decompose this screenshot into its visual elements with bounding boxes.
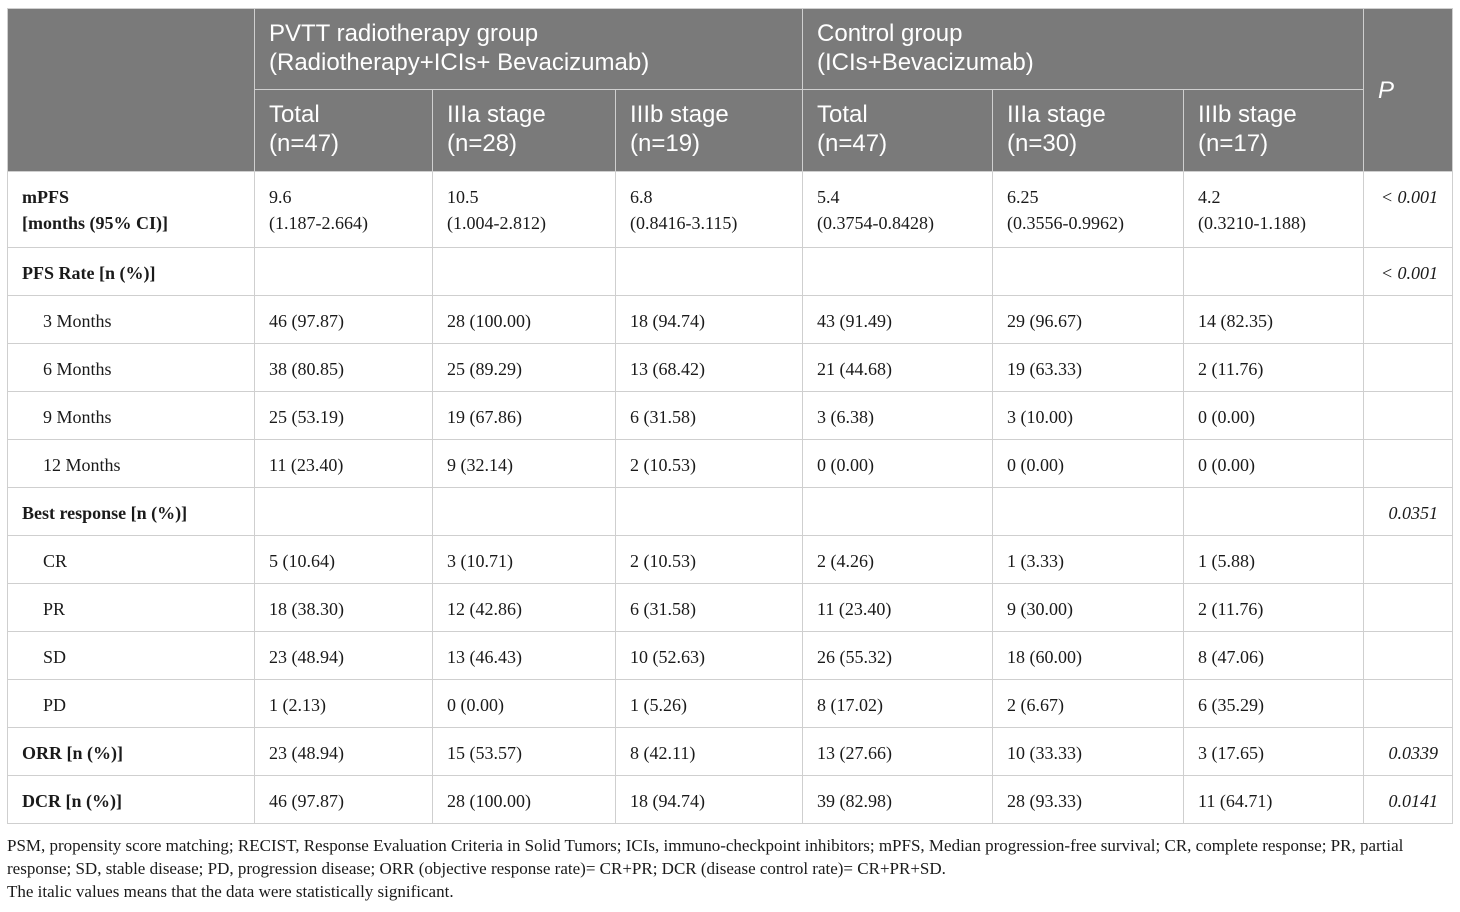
table-cell: 18 (94.74) xyxy=(616,776,803,824)
table-cell: 2 (11.76) xyxy=(1184,344,1364,392)
table-cell: 6.25 (0.3556-0.9962) xyxy=(993,172,1184,248)
table-cell: 23 (48.94) xyxy=(255,632,433,680)
table-row xyxy=(8,488,1453,536)
table-cell: 46 (97.87) xyxy=(255,776,433,824)
table-cell: 39 (82.98) xyxy=(803,776,993,824)
table-cell: 3 (6.38) xyxy=(803,392,993,440)
table-row xyxy=(8,584,1453,632)
p-value-cell: < 0.001 xyxy=(1364,248,1453,296)
row-label: PR xyxy=(8,584,255,632)
table-cell: 23 (48.94) xyxy=(255,728,433,776)
row-label: 9 Months xyxy=(8,392,255,440)
table-cell: 4.2 (0.3210-1.188) xyxy=(1184,172,1364,248)
table-cell: 25 (89.29) xyxy=(433,344,616,392)
table-cell xyxy=(803,248,993,296)
group-subtitle: (Radiotherapy+ICIs+ Bevacizumab) xyxy=(269,49,650,76)
header-subcolumn: Total (n=47) xyxy=(803,90,993,172)
table-row xyxy=(8,296,1453,344)
table-cell: 13 (46.43) xyxy=(433,632,616,680)
table-cell: 8 (17.02) xyxy=(803,680,993,728)
header-subcolumn: IIIa stage (n=28) xyxy=(433,90,616,172)
p-value-cell xyxy=(1364,440,1453,488)
row-label: DCR [n (%)] xyxy=(8,776,255,824)
table-cell xyxy=(1184,248,1364,296)
table-cell: 14 (82.35) xyxy=(1184,296,1364,344)
p-value-cell xyxy=(1364,344,1453,392)
table-cell: 8 (47.06) xyxy=(1184,632,1364,680)
p-value-cell: 0.0141 xyxy=(1364,776,1453,824)
table-cell xyxy=(803,488,993,536)
results-table xyxy=(7,8,1453,824)
p-value-cell xyxy=(1364,392,1453,440)
table-cell: 3 (10.00) xyxy=(993,392,1184,440)
table-cell: 18 (94.74) xyxy=(616,296,803,344)
table-row xyxy=(8,248,1453,296)
table-body xyxy=(8,172,1453,824)
table-row xyxy=(8,536,1453,584)
table-cell: 18 (38.30) xyxy=(255,584,433,632)
table-cell xyxy=(1184,488,1364,536)
table-cell: 26 (55.32) xyxy=(803,632,993,680)
table-cell: 10.5 (1.004-2.812) xyxy=(433,172,616,248)
table-cell: 0 (0.00) xyxy=(803,440,993,488)
header-subcolumn: IIIa stage (n=30) xyxy=(993,90,1184,172)
group-title: Control group xyxy=(817,20,963,47)
table-cell: 18 (60.00) xyxy=(993,632,1184,680)
p-value-cell xyxy=(1364,584,1453,632)
row-label: ORR [n (%)] xyxy=(8,728,255,776)
table-cell: 5 (10.64) xyxy=(255,536,433,584)
table-cell xyxy=(433,248,616,296)
table-cell: 19 (63.33) xyxy=(993,344,1184,392)
table-cell: 46 (97.87) xyxy=(255,296,433,344)
header-corner xyxy=(8,9,255,172)
table-cell: 25 (53.19) xyxy=(255,392,433,440)
table-cell: 0 (0.00) xyxy=(433,680,616,728)
group-subtitle: (ICIs+Bevacizumab) xyxy=(817,49,1034,76)
table-cell xyxy=(616,488,803,536)
footnote-abbreviations: PSM, propensity score matching; RECIST, Response Evaluation Criteria in Solid Tumors; ICIs, immuno-checkpoint inhibitors; mPFS, Median progression-free survival; CR, complete response; PR, partial response; SD, stable disease; PD, progression disease; ORR (objective response rate)= CR+PR; DCR (disease control rate)= CR+PR+SD. xyxy=(7,836,1404,878)
header-p-value: P xyxy=(1364,9,1453,172)
table-cell: 1 (3.33) xyxy=(993,536,1184,584)
table-cell xyxy=(993,488,1184,536)
table-cell: 28 (100.00) xyxy=(433,296,616,344)
footnote-significance: The italic values means that the data were statistically significant. xyxy=(7,882,454,901)
table-cell: 13 (27.66) xyxy=(803,728,993,776)
table-cell xyxy=(993,248,1184,296)
table-cell: 5.4 (0.3754-0.8428) xyxy=(803,172,993,248)
table-cell: 2 (10.53) xyxy=(616,440,803,488)
table-cell: 19 (67.86) xyxy=(433,392,616,440)
row-label: mPFS [months (95% CI)] xyxy=(8,172,255,248)
p-value-cell: 0.0351 xyxy=(1364,488,1453,536)
row-label: SD xyxy=(8,632,255,680)
table-cell: 28 (93.33) xyxy=(993,776,1184,824)
table-row xyxy=(8,776,1453,824)
header-subcolumn: IIIb stage (n=17) xyxy=(1184,90,1364,172)
table-cell: 3 (17.65) xyxy=(1184,728,1364,776)
table-cell: 1 (5.88) xyxy=(1184,536,1364,584)
table-cell: 10 (33.33) xyxy=(993,728,1184,776)
table-cell: 21 (44.68) xyxy=(803,344,993,392)
table-cell: 15 (53.57) xyxy=(433,728,616,776)
p-value-cell: < 0.001 xyxy=(1364,172,1453,248)
table-cell: 3 (10.71) xyxy=(433,536,616,584)
table-row xyxy=(8,344,1453,392)
table-row xyxy=(8,172,1453,248)
table-cell: 2 (6.67) xyxy=(993,680,1184,728)
table-cell: 2 (11.76) xyxy=(1184,584,1364,632)
table-cell: 13 (68.42) xyxy=(616,344,803,392)
table-cell: 8 (42.11) xyxy=(616,728,803,776)
row-label: 6 Months xyxy=(8,344,255,392)
header-subcolumn: Total (n=47) xyxy=(255,90,433,172)
table-cell: 43 (91.49) xyxy=(803,296,993,344)
row-label: Best response [n (%)] xyxy=(8,488,255,536)
table-cell: 11 (23.40) xyxy=(803,584,993,632)
table-cell xyxy=(255,248,433,296)
table-cell: 0 (0.00) xyxy=(993,440,1184,488)
p-value-cell xyxy=(1364,632,1453,680)
table-cell: 6 (31.58) xyxy=(616,584,803,632)
table-cell: 1 (5.26) xyxy=(616,680,803,728)
table-row xyxy=(8,632,1453,680)
table-cell xyxy=(616,248,803,296)
table-cell: 2 (4.26) xyxy=(803,536,993,584)
table-cell: 10 (52.63) xyxy=(616,632,803,680)
table-cell: 2 (10.53) xyxy=(616,536,803,584)
row-label: PFS Rate [n (%)] xyxy=(8,248,255,296)
row-label: 3 Months xyxy=(8,296,255,344)
table-cell: 0 (0.00) xyxy=(1184,440,1364,488)
table-cell: 38 (80.85) xyxy=(255,344,433,392)
table-cell: 11 (64.71) xyxy=(1184,776,1364,824)
table-cell xyxy=(255,488,433,536)
table-cell: 6 (31.58) xyxy=(616,392,803,440)
header-subcolumn: IIIb stage (n=19) xyxy=(616,90,803,172)
table-footnote xyxy=(7,834,1457,903)
table-header xyxy=(8,9,1453,172)
table-row xyxy=(8,728,1453,776)
p-value-cell: 0.0339 xyxy=(1364,728,1453,776)
table-cell: 29 (96.67) xyxy=(993,296,1184,344)
row-label: CR xyxy=(8,536,255,584)
header-group-control xyxy=(803,9,1364,90)
table-cell: 1 (2.13) xyxy=(255,680,433,728)
table-cell: 11 (23.40) xyxy=(255,440,433,488)
table-row xyxy=(8,440,1453,488)
table-cell: 6.8 (0.8416-3.115) xyxy=(616,172,803,248)
row-label: 12 Months xyxy=(8,440,255,488)
table-cell: 0 (0.00) xyxy=(1184,392,1364,440)
table-cell xyxy=(433,488,616,536)
p-value-cell xyxy=(1364,680,1453,728)
group-title: PVTT radiotherapy group xyxy=(269,20,539,47)
row-label: PD xyxy=(8,680,255,728)
table-cell: 9 (32.14) xyxy=(433,440,616,488)
table-row xyxy=(8,392,1453,440)
p-value-cell xyxy=(1364,536,1453,584)
p-value-cell xyxy=(1364,296,1453,344)
table-cell: 6 (35.29) xyxy=(1184,680,1364,728)
table-cell: 12 (42.86) xyxy=(433,584,616,632)
table-row xyxy=(8,680,1453,728)
table-cell: 9 (30.00) xyxy=(993,584,1184,632)
table-cell: 28 (100.00) xyxy=(433,776,616,824)
table-cell: 9.6 (1.187-2.664) xyxy=(255,172,433,248)
header-group-pvtt xyxy=(255,9,803,90)
